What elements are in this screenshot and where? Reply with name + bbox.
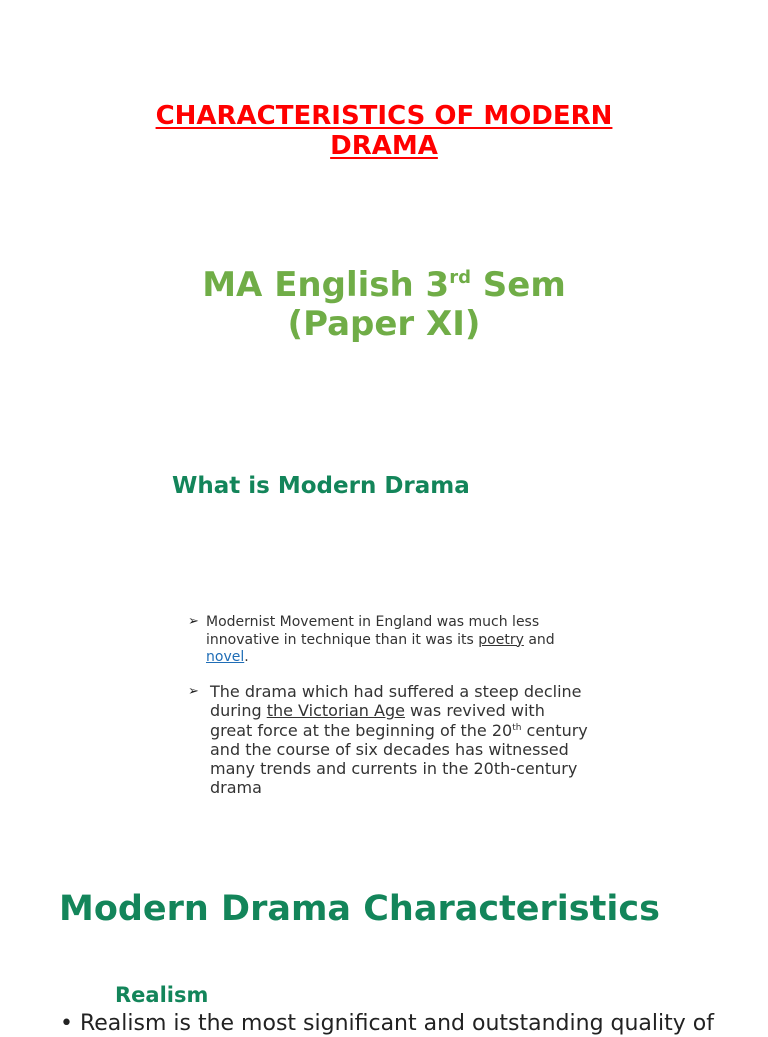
subtitle-superscript: rd [449, 267, 471, 288]
superscript-th: th [512, 722, 522, 733]
title-line-1: CHARACTERISTICS OF MODERN [155, 101, 613, 131]
realism-heading: Realism [115, 983, 209, 1007]
course-subtitle [0, 266, 768, 344]
subtitle-line-1: MA English 3rd Sem [202, 265, 566, 305]
bullet-item [188, 682, 588, 798]
bullet-text: The drama which had suffered a steep decline during the Victorian Age was revived with great force at the beginning of the 20th century and the course of six decades has witnessed many trends and currents in the 20th-century drama [210, 682, 588, 798]
document-title [0, 101, 768, 161]
bullet-item [188, 614, 588, 667]
title-line-2: DRAMA [330, 131, 438, 161]
section-heading: Modern Drama Characteristics [59, 889, 660, 929]
question-heading: What is Modern Drama [172, 473, 470, 499]
subtitle-line-2: (Paper XI) [287, 304, 481, 344]
bullet-text: Modernist Movement in England was much less innovative in technique than it was its poetry and novel. [206, 614, 555, 665]
realism-bullet-text: • Realism is the most significant and outstanding quality of [60, 1011, 714, 1036]
arrow-bullet-icon: ➢ [188, 684, 199, 699]
poetry-link[interactable]: poetry [478, 631, 524, 648]
victorian-age-link[interactable]: the Victorian Age [266, 701, 405, 721]
arrow-bullet-icon: ➢ [188, 614, 199, 629]
novel-link[interactable]: novel [206, 649, 245, 665]
